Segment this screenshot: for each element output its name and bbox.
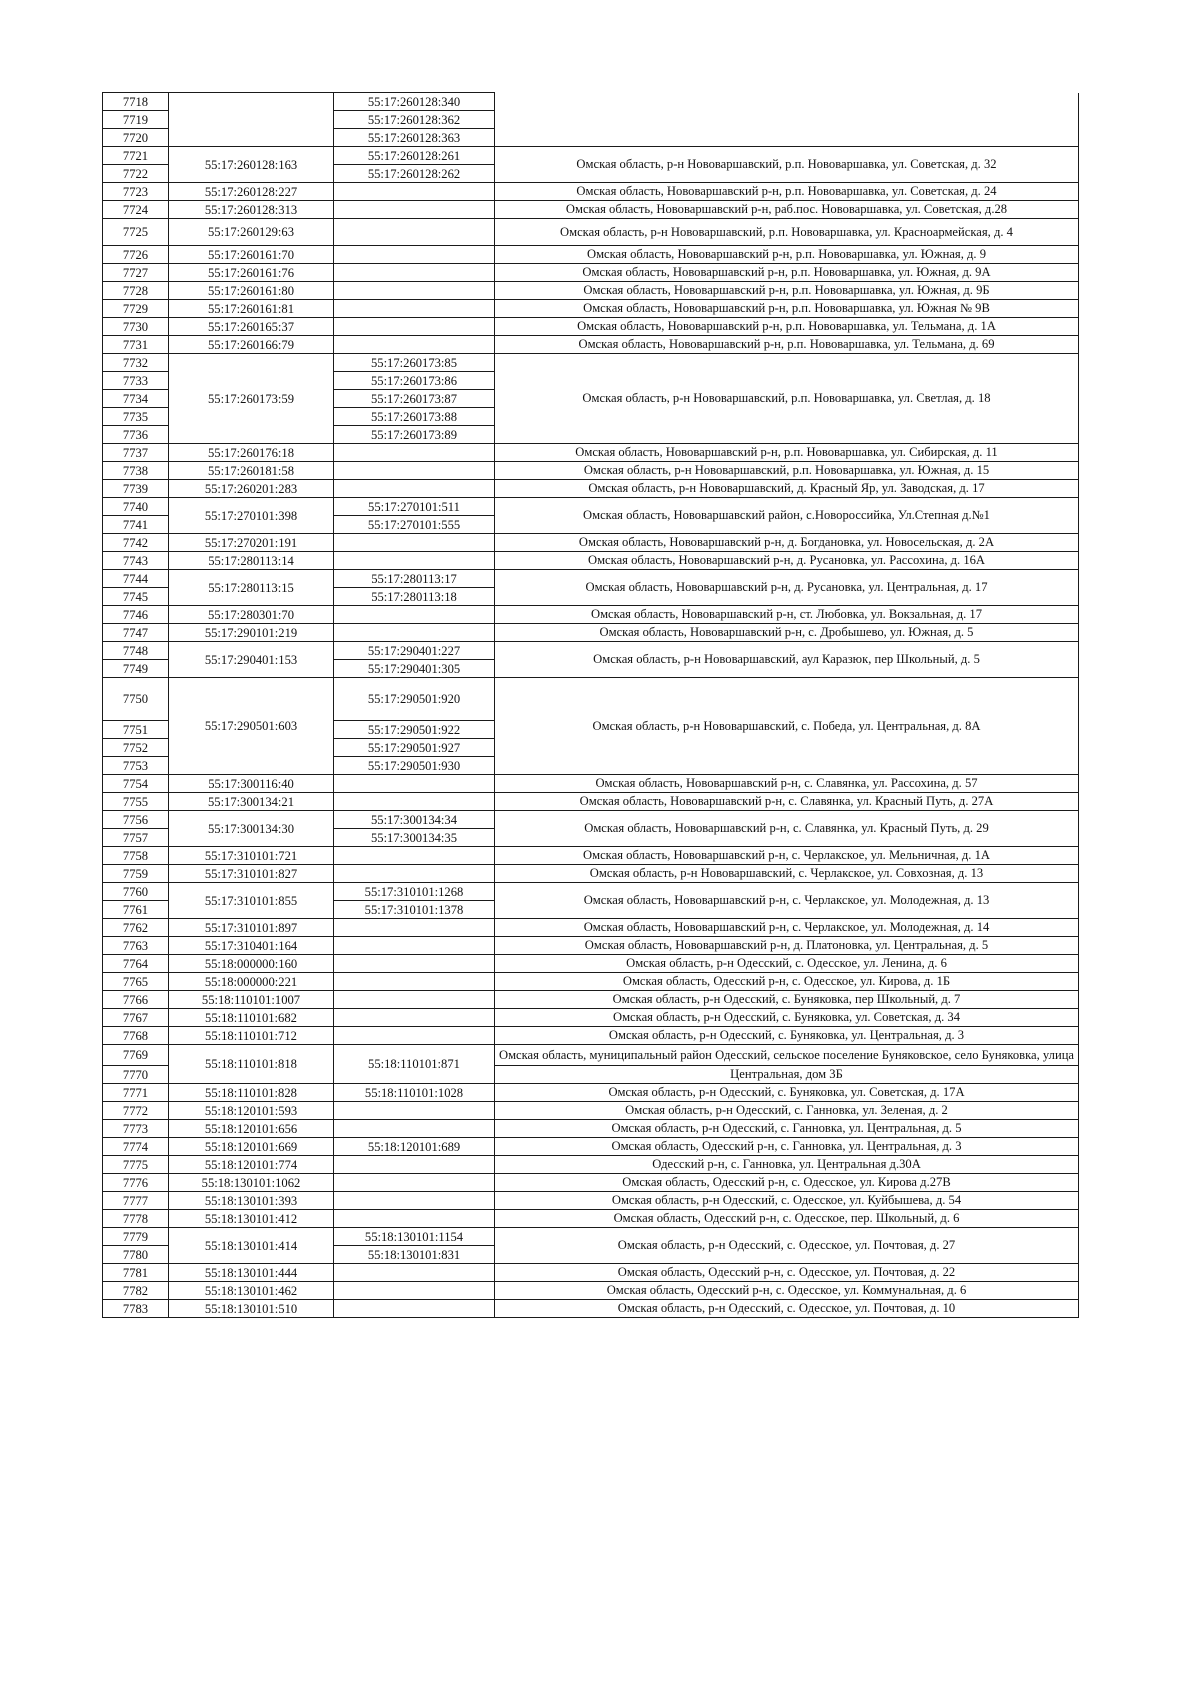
parcel-number-cell: 55:17:280113:14 (169, 552, 334, 570)
row-number-cell: 7746 (103, 606, 169, 624)
row-number-cell: 7770 (103, 1066, 169, 1084)
parcel-number-cell: 55:17:310401:164 (169, 937, 334, 955)
row-number-cell: 7777 (103, 1192, 169, 1210)
parcel-number-cell: 55:17:270101:398 (169, 498, 334, 534)
row-number-cell: 7745 (103, 588, 169, 606)
parcel-number-cell: 55:18:110101:1007 (169, 991, 334, 1009)
sub-parcel-number-cell (334, 1210, 495, 1228)
row-number-cell: 7781 (103, 1264, 169, 1282)
address-cell: Омская область, Нововаршавский р-н, р.п. Нововаршавка, ул. Южная № 9В (495, 300, 1079, 318)
sub-parcel-number-cell: 55:18:110101:1028 (334, 1084, 495, 1102)
address-cell: Омская область, р-н Нововаршавский, с. Победа, ул. Центральная, д. 8А (495, 678, 1079, 775)
parcel-number-cell: 55:17:310101:827 (169, 865, 334, 883)
row-number-cell: 7726 (103, 246, 169, 264)
sub-parcel-number-cell (334, 775, 495, 793)
table-row (103, 642, 1079, 660)
sub-parcel-number-cell: 55:17:260173:85 (334, 354, 495, 372)
table-row (103, 1264, 1079, 1282)
table-row (103, 444, 1079, 462)
row-number-cell: 7773 (103, 1120, 169, 1138)
row-number-cell: 7742 (103, 534, 169, 552)
sub-parcel-number-cell: 55:17:290401:227 (334, 642, 495, 660)
row-number-cell: 7776 (103, 1174, 169, 1192)
address-cell: Омская область, р-н Одесский, с. Буняковка, пер Школьный, д. 7 (495, 991, 1079, 1009)
parcel-number-cell: 55:17:310101:855 (169, 883, 334, 919)
address-cell: Омская область, р-н Нововаршавский, р.п. Нововаршавка, ул. Южная, д. 15 (495, 462, 1079, 480)
address-cell: Омская область, Нововаршавский р-н, с. Черлакское, ул. Молодежная, д. 13 (495, 883, 1079, 919)
parcel-number-cell: 55:17:290401:153 (169, 642, 334, 678)
row-number-cell: 7753 (103, 757, 169, 775)
address-cell: Омская область, Нововаршавский р-н, р.п. Нововаршавка, ул. Южная, д. 9А (495, 264, 1079, 282)
address-cell: Омская область, р-н Нововаршавский, д. Красный Яр, ул. Заводская, д. 17 (495, 480, 1079, 498)
parcel-number-cell: 55:18:130101:444 (169, 1264, 334, 1282)
sub-parcel-number-cell: 55:17:290501:922 (334, 721, 495, 739)
address-cell: Омская область, Одесский р-н, с. Одесское, ул. Почтовая, д. 22 (495, 1264, 1079, 1282)
parcel-number-cell: 55:18:000000:221 (169, 973, 334, 991)
row-number-cell: 7741 (103, 516, 169, 534)
parcel-number-cell: 55:17:260128:313 (169, 201, 334, 219)
parcel-number-cell: 55:18:130101:1062 (169, 1174, 334, 1192)
sub-parcel-number-cell: 55:17:260128:262 (334, 165, 495, 183)
parcel-number-cell: 55:18:130101:393 (169, 1192, 334, 1210)
parcel-number-cell: 55:18:130101:462 (169, 1282, 334, 1300)
table-row (103, 1300, 1079, 1318)
table-row (103, 883, 1079, 901)
address-cell: Омская область, р-н Одесский, с. Ганновка, ул. Центральная, д. 5 (495, 1120, 1079, 1138)
row-number-cell: 7772 (103, 1102, 169, 1120)
address-cell: Омская область, р-н Нововаршавский, р.п. Нововаршавка, ул. Советская, д. 32 (495, 147, 1079, 183)
parcel-number-cell: 55:17:300134:21 (169, 793, 334, 811)
sub-parcel-number-cell (334, 1264, 495, 1282)
sub-parcel-number-cell: 55:17:290501:930 (334, 757, 495, 775)
sub-parcel-number-cell (334, 937, 495, 955)
address-cell: Омская область, Нововаршавский район, с.Новороссийка, Ул.Степная д.№1 (495, 498, 1079, 534)
sub-parcel-number-cell (334, 246, 495, 264)
row-number-cell: 7767 (103, 1009, 169, 1027)
table-row (103, 1084, 1079, 1102)
parcel-number-cell: 55:18:120101:593 (169, 1102, 334, 1120)
sub-parcel-number-cell (334, 1102, 495, 1120)
table-row (103, 264, 1079, 282)
row-number-cell: 7724 (103, 201, 169, 219)
sub-parcel-number-cell: 55:17:310101:1378 (334, 901, 495, 919)
address-cell: Омская область, Одесский р-н, с. Ганновка, ул. Центральная, д. 3 (495, 1138, 1079, 1156)
row-number-cell: 7731 (103, 336, 169, 354)
address-cell: Омская область, Нововаршавский р-н, с. Славянка, ул. Рассохина, д. 57 (495, 775, 1079, 793)
table-row (103, 1027, 1079, 1045)
address-cell: Омская область, Одесский р-н, с. Одесское, пер. Школьный, д. 6 (495, 1210, 1079, 1228)
sub-parcel-number-cell: 55:18:130101:831 (334, 1246, 495, 1264)
address-cell: Омская область, Нововаршавский р-н, с. Дробышево, ул. Южная, д. 5 (495, 624, 1079, 642)
row-number-cell: 7719 (103, 111, 169, 129)
sub-parcel-number-cell (334, 919, 495, 937)
table-row (103, 606, 1079, 624)
row-number-cell: 7748 (103, 642, 169, 660)
row-number-cell: 7779 (103, 1228, 169, 1246)
parcel-number-cell: 55:18:130101:510 (169, 1300, 334, 1318)
parcel-number-cell: 55:18:110101:712 (169, 1027, 334, 1045)
row-number-cell: 7764 (103, 955, 169, 973)
row-number-cell: 7747 (103, 624, 169, 642)
table-row (103, 973, 1079, 991)
sub-parcel-number-cell: 55:17:310101:1268 (334, 883, 495, 901)
address-cell: Омская область, Нововаршавский р-н, с. Черлакское, ул. Мельничная, д. 1А (495, 847, 1079, 865)
sub-parcel-number-cell: 55:17:300134:34 (334, 811, 495, 829)
parcel-number-cell: 55:17:260166:79 (169, 336, 334, 354)
sub-parcel-number-cell: 55:17:300134:35 (334, 829, 495, 847)
parcel-number-cell: 55:17:280301:70 (169, 606, 334, 624)
table-row (103, 300, 1079, 318)
address-cell: Омская область, Нововаршавский р-н, р.п. Нововаршавка, ул. Тельмана, д. 69 (495, 336, 1079, 354)
table-row (103, 847, 1079, 865)
table-row (103, 219, 1079, 246)
sub-parcel-number-cell (334, 282, 495, 300)
table-row (103, 955, 1079, 973)
address-cell: Центральная, дом 3Б (495, 1066, 1079, 1084)
table-row (103, 937, 1079, 955)
row-number-cell: 7766 (103, 991, 169, 1009)
row-number-cell: 7732 (103, 354, 169, 372)
sub-parcel-number-cell (334, 606, 495, 624)
sub-parcel-number-cell (334, 336, 495, 354)
row-number-cell: 7783 (103, 1300, 169, 1318)
row-number-cell: 7752 (103, 739, 169, 757)
sub-parcel-number-cell (334, 264, 495, 282)
sub-parcel-number-cell: 55:18:110101:871 (334, 1045, 495, 1084)
sub-parcel-number-cell: 55:17:270101:511 (334, 498, 495, 516)
sub-parcel-number-cell (334, 1300, 495, 1318)
row-number-cell: 7756 (103, 811, 169, 829)
address-cell: Омская область, р-н Нововаршавский, с. Черлакское, ул. Совхозная, д. 13 (495, 865, 1079, 883)
row-number-cell: 7737 (103, 444, 169, 462)
sub-parcel-number-cell: 55:17:290501:927 (334, 739, 495, 757)
sub-parcel-number-cell: 55:17:260128:363 (334, 129, 495, 147)
table-row (103, 201, 1079, 219)
address-cell: Омская область, Нововаршавский р-н, ст. Любовка, ул. Вокзальная, д. 17 (495, 606, 1079, 624)
address-cell: Одесский р-н, с. Ганновка, ул. Центральная д.30А (495, 1156, 1079, 1174)
parcel-number-cell: 55:17:300116:40 (169, 775, 334, 793)
sub-parcel-number-cell: 55:17:260128:340 (334, 93, 495, 111)
row-number-cell: 7738 (103, 462, 169, 480)
parcel-number-cell: 55:17:260161:76 (169, 264, 334, 282)
table-row (103, 570, 1079, 588)
parcel-number-cell: 55:17:300134:30 (169, 811, 334, 847)
row-number-cell: 7727 (103, 264, 169, 282)
table-row (103, 865, 1079, 883)
row-number-cell: 7755 (103, 793, 169, 811)
parcel-number-cell: 55:18:130101:414 (169, 1228, 334, 1264)
table-row (103, 1120, 1079, 1138)
row-number-cell: 7736 (103, 426, 169, 444)
row-number-cell: 7718 (103, 93, 169, 111)
table-row (103, 93, 1079, 111)
row-number-cell: 7778 (103, 1210, 169, 1228)
parcel-number-cell: 55:18:110101:682 (169, 1009, 334, 1027)
address-cell: Омская область, Нововаршавский р-н, р.п. Нововаршавка, ул. Тельмана, д. 1А (495, 318, 1079, 336)
sub-parcel-number-cell: 55:17:290501:920 (334, 678, 495, 721)
table-row (103, 354, 1079, 372)
address-cell: Омская область, Нововаршавский р-н, с. Славянка, ул. Красный Путь, д. 27А (495, 793, 1079, 811)
parcel-number-cell: 55:17:260181:58 (169, 462, 334, 480)
parcel-number-cell: 55:17:310101:897 (169, 919, 334, 937)
row-number-cell: 7722 (103, 165, 169, 183)
table-row (103, 534, 1079, 552)
address-cell: Омская область, Нововаршавский р-н, д. Русановка, ул. Рассохина, д. 16А (495, 552, 1079, 570)
parcel-number-cell: 55:17:290501:603 (169, 678, 334, 775)
registry-table-body (103, 93, 1079, 1318)
table-row (103, 1138, 1079, 1156)
row-number-cell: 7750 (103, 678, 169, 721)
parcel-number-cell: 55:18:110101:828 (169, 1084, 334, 1102)
parcel-number-cell: 55:18:130101:412 (169, 1210, 334, 1228)
address-cell: Омская область, р-н Нововаршавский, р.п. Нововаршавка, ул. Красноармейская, д. 4 (495, 219, 1079, 246)
row-number-cell: 7733 (103, 372, 169, 390)
row-number-cell: 7758 (103, 847, 169, 865)
address-cell: Омская область, Нововаршавский р-н, раб.пос. Нововаршавка, ул. Советская, д.28 (495, 201, 1079, 219)
parcel-number-cell: 55:17:260129:63 (169, 219, 334, 246)
address-cell: Омская область, Одесский р-н, с. Одесское, ул. Кирова, д. 1Б (495, 973, 1079, 991)
table-row (103, 624, 1079, 642)
row-number-cell: 7768 (103, 1027, 169, 1045)
row-number-cell: 7769 (103, 1045, 169, 1066)
table-row (103, 552, 1079, 570)
row-number-cell: 7762 (103, 919, 169, 937)
sub-parcel-number-cell (334, 1174, 495, 1192)
table-row (103, 480, 1079, 498)
address-cell: Омская область, Нововаршавский р-н, д. Русановка, ул. Центральная, д. 17 (495, 570, 1079, 606)
registry-table (102, 92, 1079, 1318)
sub-parcel-number-cell (334, 300, 495, 318)
address-cell: Омская область, р-н Одесский, с. Буняковка, ул. Центральная, д. 3 (495, 1027, 1079, 1045)
table-row (103, 775, 1079, 793)
sub-parcel-number-cell (334, 991, 495, 1009)
table-row (103, 282, 1079, 300)
table-row (103, 1102, 1079, 1120)
table-row (103, 183, 1079, 201)
sub-parcel-number-cell: 55:17:280113:18 (334, 588, 495, 606)
address-cell: Омская область, Нововаршавский р-н, р.п. Нововаршавка, ул. Южная, д. 9Б (495, 282, 1079, 300)
row-number-cell: 7782 (103, 1282, 169, 1300)
sub-parcel-number-cell (334, 444, 495, 462)
table-row (103, 1009, 1079, 1027)
row-number-cell: 7771 (103, 1084, 169, 1102)
sub-parcel-number-cell (334, 624, 495, 642)
parcel-number-cell: 55:17:270201:191 (169, 534, 334, 552)
table-row (103, 1228, 1079, 1246)
parcel-number-cell: 55:18:110101:818 (169, 1045, 334, 1084)
address-cell: Омская область, Нововаршавский р-н, д. Богдановка, ул. Новосельская, д. 2А (495, 534, 1079, 552)
row-number-cell: 7734 (103, 390, 169, 408)
sub-parcel-number-cell (334, 534, 495, 552)
table-row (103, 462, 1079, 480)
parcel-number-cell: 55:17:290101:219 (169, 624, 334, 642)
sub-parcel-number-cell (334, 219, 495, 246)
address-cell: Омская область, р-н Одесский, с. Ганновка, ул. Зеленая, д. 2 (495, 1102, 1079, 1120)
row-number-cell: 7729 (103, 300, 169, 318)
table-row (103, 336, 1079, 354)
address-cell: Омская область, р-н Одесский, с. Одесское, ул. Ленина, д. 6 (495, 955, 1079, 973)
table-row (103, 811, 1079, 829)
sub-parcel-number-cell: 55:17:260173:87 (334, 390, 495, 408)
sub-parcel-number-cell: 55:17:280113:17 (334, 570, 495, 588)
row-number-cell: 7775 (103, 1156, 169, 1174)
parcel-number-cell: 55:17:310101:721 (169, 847, 334, 865)
row-number-cell: 7725 (103, 219, 169, 246)
sub-parcel-number-cell (334, 201, 495, 219)
parcel-number-cell: 55:17:260128:163 (169, 147, 334, 183)
sub-parcel-number-cell (334, 1282, 495, 1300)
parcel-number-cell: 55:17:280113:15 (169, 570, 334, 606)
sub-parcel-number-cell (334, 955, 495, 973)
row-number-cell: 7765 (103, 973, 169, 991)
sub-parcel-number-cell (334, 793, 495, 811)
sub-parcel-number-cell (334, 1156, 495, 1174)
parcel-number-cell: 55:18:000000:160 (169, 955, 334, 973)
sub-parcel-number-cell (334, 480, 495, 498)
parcel-number-cell: 55:17:260165:37 (169, 318, 334, 336)
table-row (103, 318, 1079, 336)
parcel-number-cell: 55:17:260173:59 (169, 354, 334, 444)
sub-parcel-number-cell: 55:18:130101:1154 (334, 1228, 495, 1246)
parcel-number-cell: 55:17:260201:283 (169, 480, 334, 498)
sub-parcel-number-cell: 55:17:270101:555 (334, 516, 495, 534)
row-number-cell: 7728 (103, 282, 169, 300)
sub-parcel-number-cell (334, 865, 495, 883)
sub-parcel-number-cell (334, 1192, 495, 1210)
table-row (103, 793, 1079, 811)
sub-parcel-number-cell: 55:17:290401:305 (334, 660, 495, 678)
row-number-cell: 7735 (103, 408, 169, 426)
row-number-cell: 7760 (103, 883, 169, 901)
row-number-cell: 7780 (103, 1246, 169, 1264)
address-cell: Омская область, Нововаршавский р-н, с. Черлакское, ул. Молодежная, д. 14 (495, 919, 1079, 937)
sub-parcel-number-cell (334, 1120, 495, 1138)
table-row (103, 1210, 1079, 1228)
parcel-number-cell: 55:17:260176:18 (169, 444, 334, 462)
parcel-number-cell: 55:18:120101:656 (169, 1120, 334, 1138)
parcel-number-cell: 55:18:120101:774 (169, 1156, 334, 1174)
address-cell: Омская область, р-н Нововаршавский, аул Каразюк, пер Школьный, д. 5 (495, 642, 1079, 678)
row-number-cell: 7774 (103, 1138, 169, 1156)
address-cell: Омская область, р-н Одесский, с. Одесское, ул. Почтовая, д. 27 (495, 1228, 1079, 1264)
table-row (103, 1192, 1079, 1210)
sub-parcel-number-cell (334, 462, 495, 480)
sub-parcel-number-cell (334, 1027, 495, 1045)
sub-parcel-number-cell: 55:17:260173:89 (334, 426, 495, 444)
table-row (103, 678, 1079, 721)
table-row (103, 919, 1079, 937)
row-number-cell: 7759 (103, 865, 169, 883)
address-cell: Омская область, Нововаршавский р-н, р.п. Нововаршавка, ул. Советская, д. 24 (495, 183, 1079, 201)
table-row (103, 1045, 1079, 1066)
sub-parcel-number-cell: 55:17:260128:362 (334, 111, 495, 129)
table-row (103, 498, 1079, 516)
row-number-cell: 7763 (103, 937, 169, 955)
address-cell: Омская область, р-н Одесский, с. Буняковка, ул. Советская, д. 17А (495, 1084, 1079, 1102)
parcel-number-cell (169, 93, 334, 147)
row-number-cell: 7720 (103, 129, 169, 147)
parcel-number-cell: 55:17:260161:70 (169, 246, 334, 264)
sub-parcel-number-cell (334, 318, 495, 336)
parcel-number-cell: 55:17:260161:80 (169, 282, 334, 300)
row-number-cell: 7740 (103, 498, 169, 516)
row-number-cell: 7723 (103, 183, 169, 201)
address-cell (495, 93, 1079, 147)
address-cell: Омская область, Одесский р-н, с. Одесское, ул. Коммунальная, д. 6 (495, 1282, 1079, 1300)
row-number-cell: 7754 (103, 775, 169, 793)
sub-parcel-number-cell (334, 552, 495, 570)
row-number-cell: 7761 (103, 901, 169, 919)
sub-parcel-number-cell: 55:17:260173:88 (334, 408, 495, 426)
address-cell: Омская область, р-н Одесский, с. Одесское, ул. Куйбышева, д. 54 (495, 1192, 1079, 1210)
row-number-cell: 7751 (103, 721, 169, 739)
address-cell: Омская область, муниципальный район Одесский, сельское поселение Буняковское, село Буняковка, улица (495, 1045, 1079, 1066)
table-row (103, 147, 1079, 165)
sub-parcel-number-cell (334, 973, 495, 991)
row-number-cell: 7757 (103, 829, 169, 847)
table-row (103, 1174, 1079, 1192)
sub-parcel-number-cell: 55:17:260128:261 (334, 147, 495, 165)
address-cell: Омская область, Нововаршавский р-н, р.п. Нововаршавка, ул. Южная, д. 9 (495, 246, 1079, 264)
address-cell: Омская область, р-н Нововаршавский, р.п. Нововаршавка, ул. Светлая, д. 18 (495, 354, 1079, 444)
address-cell: Омская область, Нововаршавский р-н, д. Платоновка, ул. Центральная, д. 5 (495, 937, 1079, 955)
address-cell: Омская область, Одесский р-н, с. Одесское, ул. Кирова д.27В (495, 1174, 1079, 1192)
sub-parcel-number-cell (334, 1009, 495, 1027)
address-cell: Омская область, Нововаршавский р-н, р.п. Нововаршавка, ул. Сибирская, д. 11 (495, 444, 1079, 462)
parcel-number-cell: 55:17:260128:227 (169, 183, 334, 201)
parcel-number-cell: 55:17:260161:81 (169, 300, 334, 318)
sub-parcel-number-cell: 55:17:260173:86 (334, 372, 495, 390)
address-cell: Омская область, р-н Одесский, с. Буняковка, ул. Советская, д. 34 (495, 1009, 1079, 1027)
table-row (103, 1156, 1079, 1174)
row-number-cell: 7744 (103, 570, 169, 588)
sub-parcel-number-cell (334, 847, 495, 865)
table-row (103, 991, 1079, 1009)
row-number-cell: 7721 (103, 147, 169, 165)
row-number-cell: 7730 (103, 318, 169, 336)
row-number-cell: 7749 (103, 660, 169, 678)
parcel-number-cell: 55:18:120101:669 (169, 1138, 334, 1156)
row-number-cell: 7739 (103, 480, 169, 498)
address-cell: Омская область, р-н Одесский, с. Одесское, ул. Почтовая, д. 10 (495, 1300, 1079, 1318)
sub-parcel-number-cell (334, 183, 495, 201)
table-row (103, 1282, 1079, 1300)
sub-parcel-number-cell: 55:18:120101:689 (334, 1138, 495, 1156)
address-cell: Омская область, Нововаршавский р-н, с. Славянка, ул. Красный Путь, д. 29 (495, 811, 1079, 847)
table-row (103, 246, 1079, 264)
row-number-cell: 7743 (103, 552, 169, 570)
